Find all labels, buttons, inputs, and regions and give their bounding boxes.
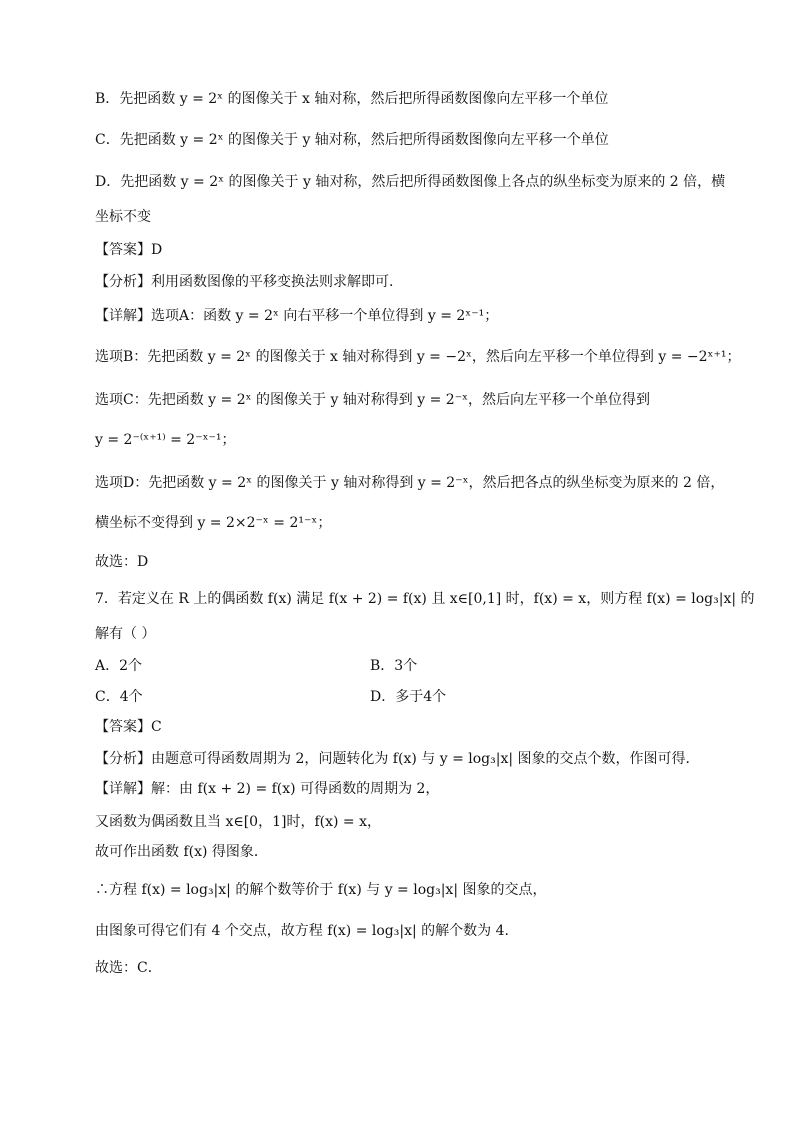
q7-option-c: C．4个 xyxy=(95,689,143,705)
q7-option-a: A．2个 xyxy=(95,658,143,674)
q6-answer: 【答案】D xyxy=(95,242,163,258)
q7-detail-1: 【详解】解：由 f(x + 2) = f(x) 可得函数的周期为 2， xyxy=(95,781,440,797)
q7-analysis: 【分析】由题意可得函数周期为 2，问题转化为 f(x) 与 y = log₃|x| 图象的交点个数，作图可得． xyxy=(95,751,700,767)
q7-detail-5: 由图象可得它们有 4 个交点，故方程 f(x) = log₃|x| 的解个数为 4. xyxy=(95,923,509,939)
option-d-text-line1: D．先把函数 y = 2ˣ 的图像关于 y 轴对称，然后把所得函数图像上各点的纵坐标变为原来的 2 倍，横 xyxy=(95,174,726,190)
option-d-text-line2: 坐标不变 xyxy=(95,209,151,225)
q7-stem-line2: 解有（ ） xyxy=(95,626,156,642)
q7-option-d: D．多于4个 xyxy=(370,689,447,705)
q7-detail-2: 又函数为偶函数且当 x∈[0，1]时，f(x) = x， xyxy=(95,814,381,830)
option-b-text: B．先把函数 y = 2ˣ 的图像关于 x 轴对称，然后把所得函数图像向左平移一个单位 xyxy=(95,91,609,107)
q6-detail-c2: y = 2⁻⁽ˣ⁺¹⁾ = 2⁻ˣ⁻¹； xyxy=(95,432,236,448)
q7-stem-line1: 7．若定义在 R 上的偶函数 f(x) 满足 f(x + 2) = f(x) 且 x∈[0,1] 时，f(x) = x，则方程 f(x) = log₃|x| 的 xyxy=(95,591,755,607)
q6-analysis: 【分析】利用函数图像的平移变换法则求解即可. xyxy=(95,274,394,290)
option-c-text: C．先把函数 y = 2ˣ 的图像关于 y 轴对称，然后把所得函数图像向左平移一个单位 xyxy=(95,132,609,148)
q6-detail-d1: 选项D：先把函数 y = 2ˣ 的图像关于 y 轴对称得到 y = 2⁻ˣ，然后把各点的纵坐标变为原来的 2 倍， xyxy=(95,475,725,491)
q6-conclusion: 故选：D xyxy=(95,554,149,570)
q7-detail-4: ∴方程 f(x) = log₃|x| 的解个数等价于 f(x) 与 y = log₃|x| 图象的交点， xyxy=(95,882,547,898)
q6-detail-c1: 选项C：先把函数 y = 2ˣ 的图像关于 y 轴对称得到 y = 2⁻ˣ，然后向左平移一个单位得到 xyxy=(95,392,651,408)
q7-detail-3: 故可作出函数 f(x) 得图象． xyxy=(95,844,268,860)
q6-detail-b: 选项B：先把函数 y = 2ˣ 的图像关于 x 轴对称得到 y = −2ˣ，然后向左平移一个单位得到 y = −2ˣ⁺¹； xyxy=(95,349,741,365)
q7-answer: 【答案】C xyxy=(95,719,162,735)
q7-conclusion: 故选：C． xyxy=(95,960,162,976)
q6-detail-d2: 横坐标不变得到 y = 2×2⁻ˣ = 2¹⁻ˣ； xyxy=(95,515,332,531)
q6-detail-a: 【详解】选项A：函数 y = 2ˣ 向右平移一个单位得到 y = 2ˣ⁻¹； xyxy=(95,308,499,324)
q7-option-b: B．3个 xyxy=(370,658,418,674)
